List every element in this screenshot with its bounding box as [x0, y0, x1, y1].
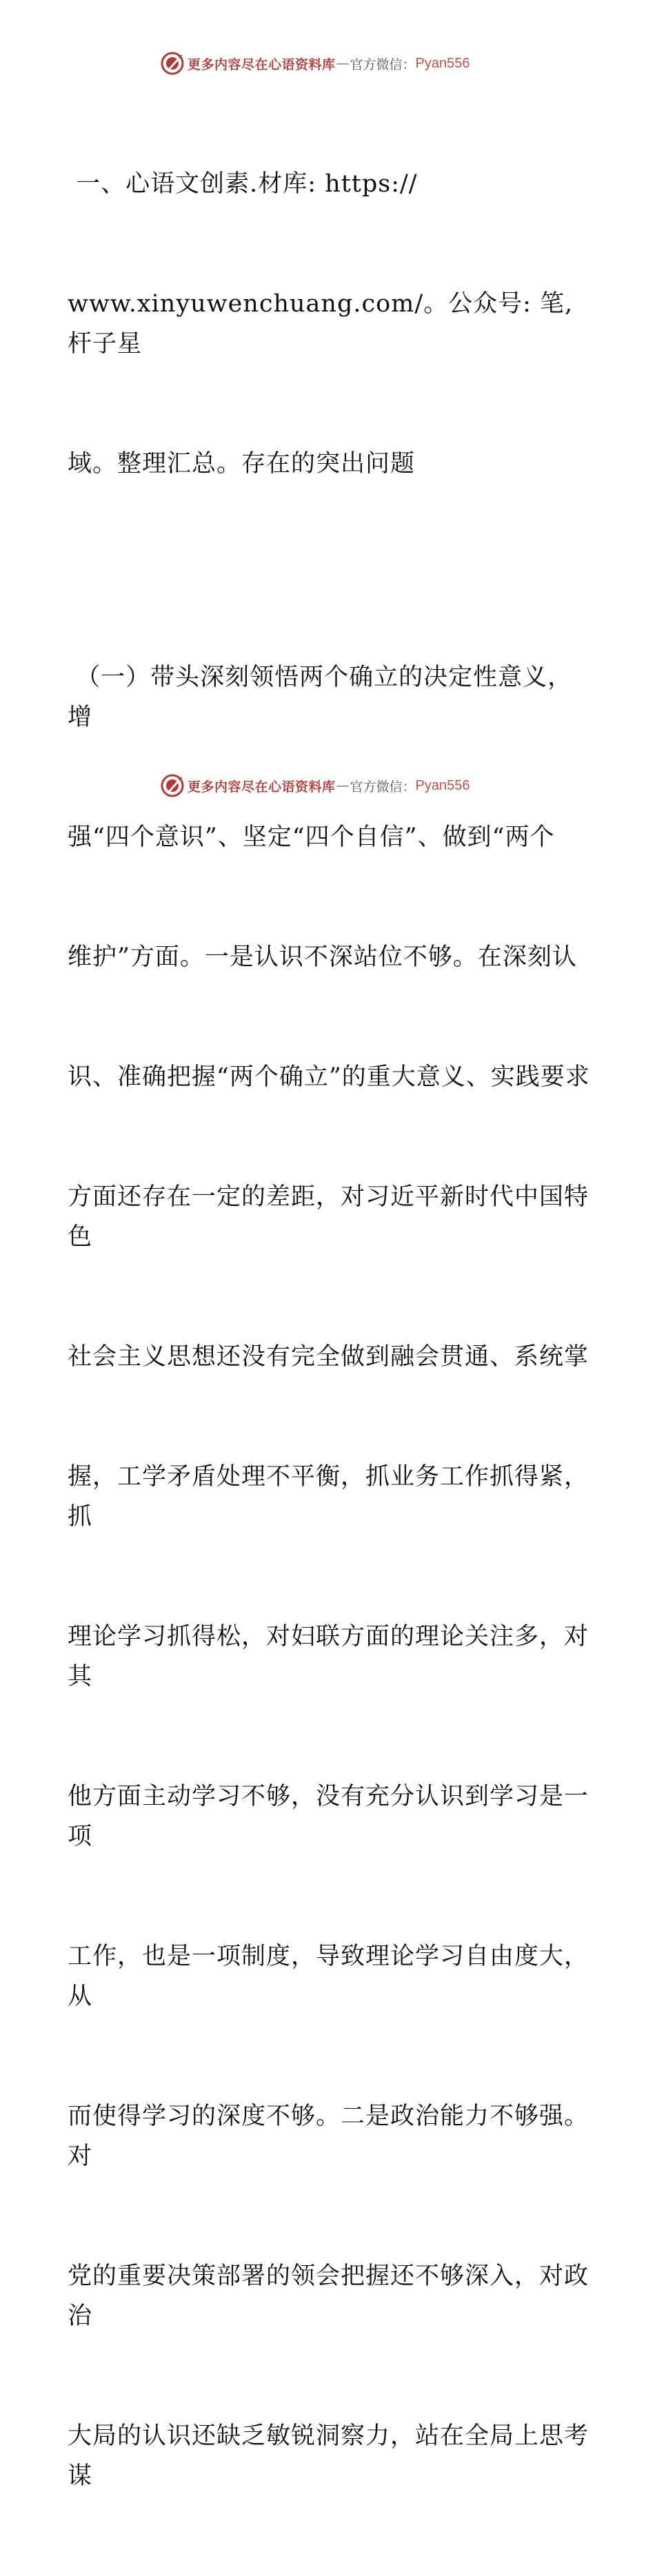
body-paragraph	[68, 577, 592, 2576]
watermark-title: 更多内容尽在心语资料库	[188, 779, 336, 795]
document-body	[68, 84, 592, 2576]
paragraph-line: 识、准确把握“两个确立”的重大意义、实践要求	[68, 1063, 590, 1091]
paragraph-line: 强“四个意识”、坚定“四个自信”、做到“两个	[68, 824, 555, 851]
section-heading	[68, 84, 592, 564]
watermark-title: 更多内容尽在心语资料库	[188, 57, 336, 72]
header-watermark-banner	[160, 50, 470, 77]
pen-logo-icon	[160, 773, 185, 798]
watermark-dash: —	[336, 56, 350, 71]
paragraph-line: 党的重要决策部署的领会把握还不够深入，对政治	[68, 2262, 590, 2330]
watermark-wechat-label: 官方微信：	[350, 57, 416, 72]
paragraph-line: 工作，也是一项制度，导致理论学习自由度大，从	[68, 1943, 590, 2010]
watermark-wechat-id: Pyan556	[415, 777, 470, 793]
footer-watermark-banner	[160, 772, 470, 799]
paragraph-line: （一）带头深刻领悟两个确立的决定性意义，增	[68, 664, 573, 731]
watermark-dash: —	[336, 778, 350, 793]
paragraph-line: 理论学习抓得松，对妇联方面的理论关注多，对其	[68, 1623, 590, 1690]
paragraph-line: 维护”方面。一是认识不深站位不够。在深刻认	[68, 943, 577, 971]
paragraph-line: 社会主义思想还没有完全做到融会贯通、系统掌	[68, 1343, 590, 1371]
paragraph-line: 他方面主动学习不够，没有充分认识到学习是一项	[68, 1783, 590, 1850]
pen-logo-icon	[160, 51, 185, 76]
paragraph-line: 而使得学习的深度不够。二是政治能力不够强。对	[68, 2103, 590, 2170]
heading-line: 一、心语文创素.材库: https://	[68, 170, 418, 198]
heading-line: www.xinyuwenchuang.com/。公众号: 笔,杆子星	[68, 290, 574, 358]
heading-line: 域。整理汇总。存在的突出问题	[68, 450, 416, 478]
paragraph-line: 握，工学矛盾处理不平衡，抓业务工作抓得紧，抓	[68, 1463, 590, 1531]
paragraph-line: 大局的认识还缺乏敏锐洞察力，站在全局上思考谋	[68, 2422, 590, 2490]
watermark-wechat-id: Pyan556	[415, 55, 470, 71]
watermark-wechat-label: 官方微信：	[350, 779, 416, 795]
paragraph-line: 方面还存在一定的差距，对习近平新时代中国特色	[68, 1183, 590, 1251]
